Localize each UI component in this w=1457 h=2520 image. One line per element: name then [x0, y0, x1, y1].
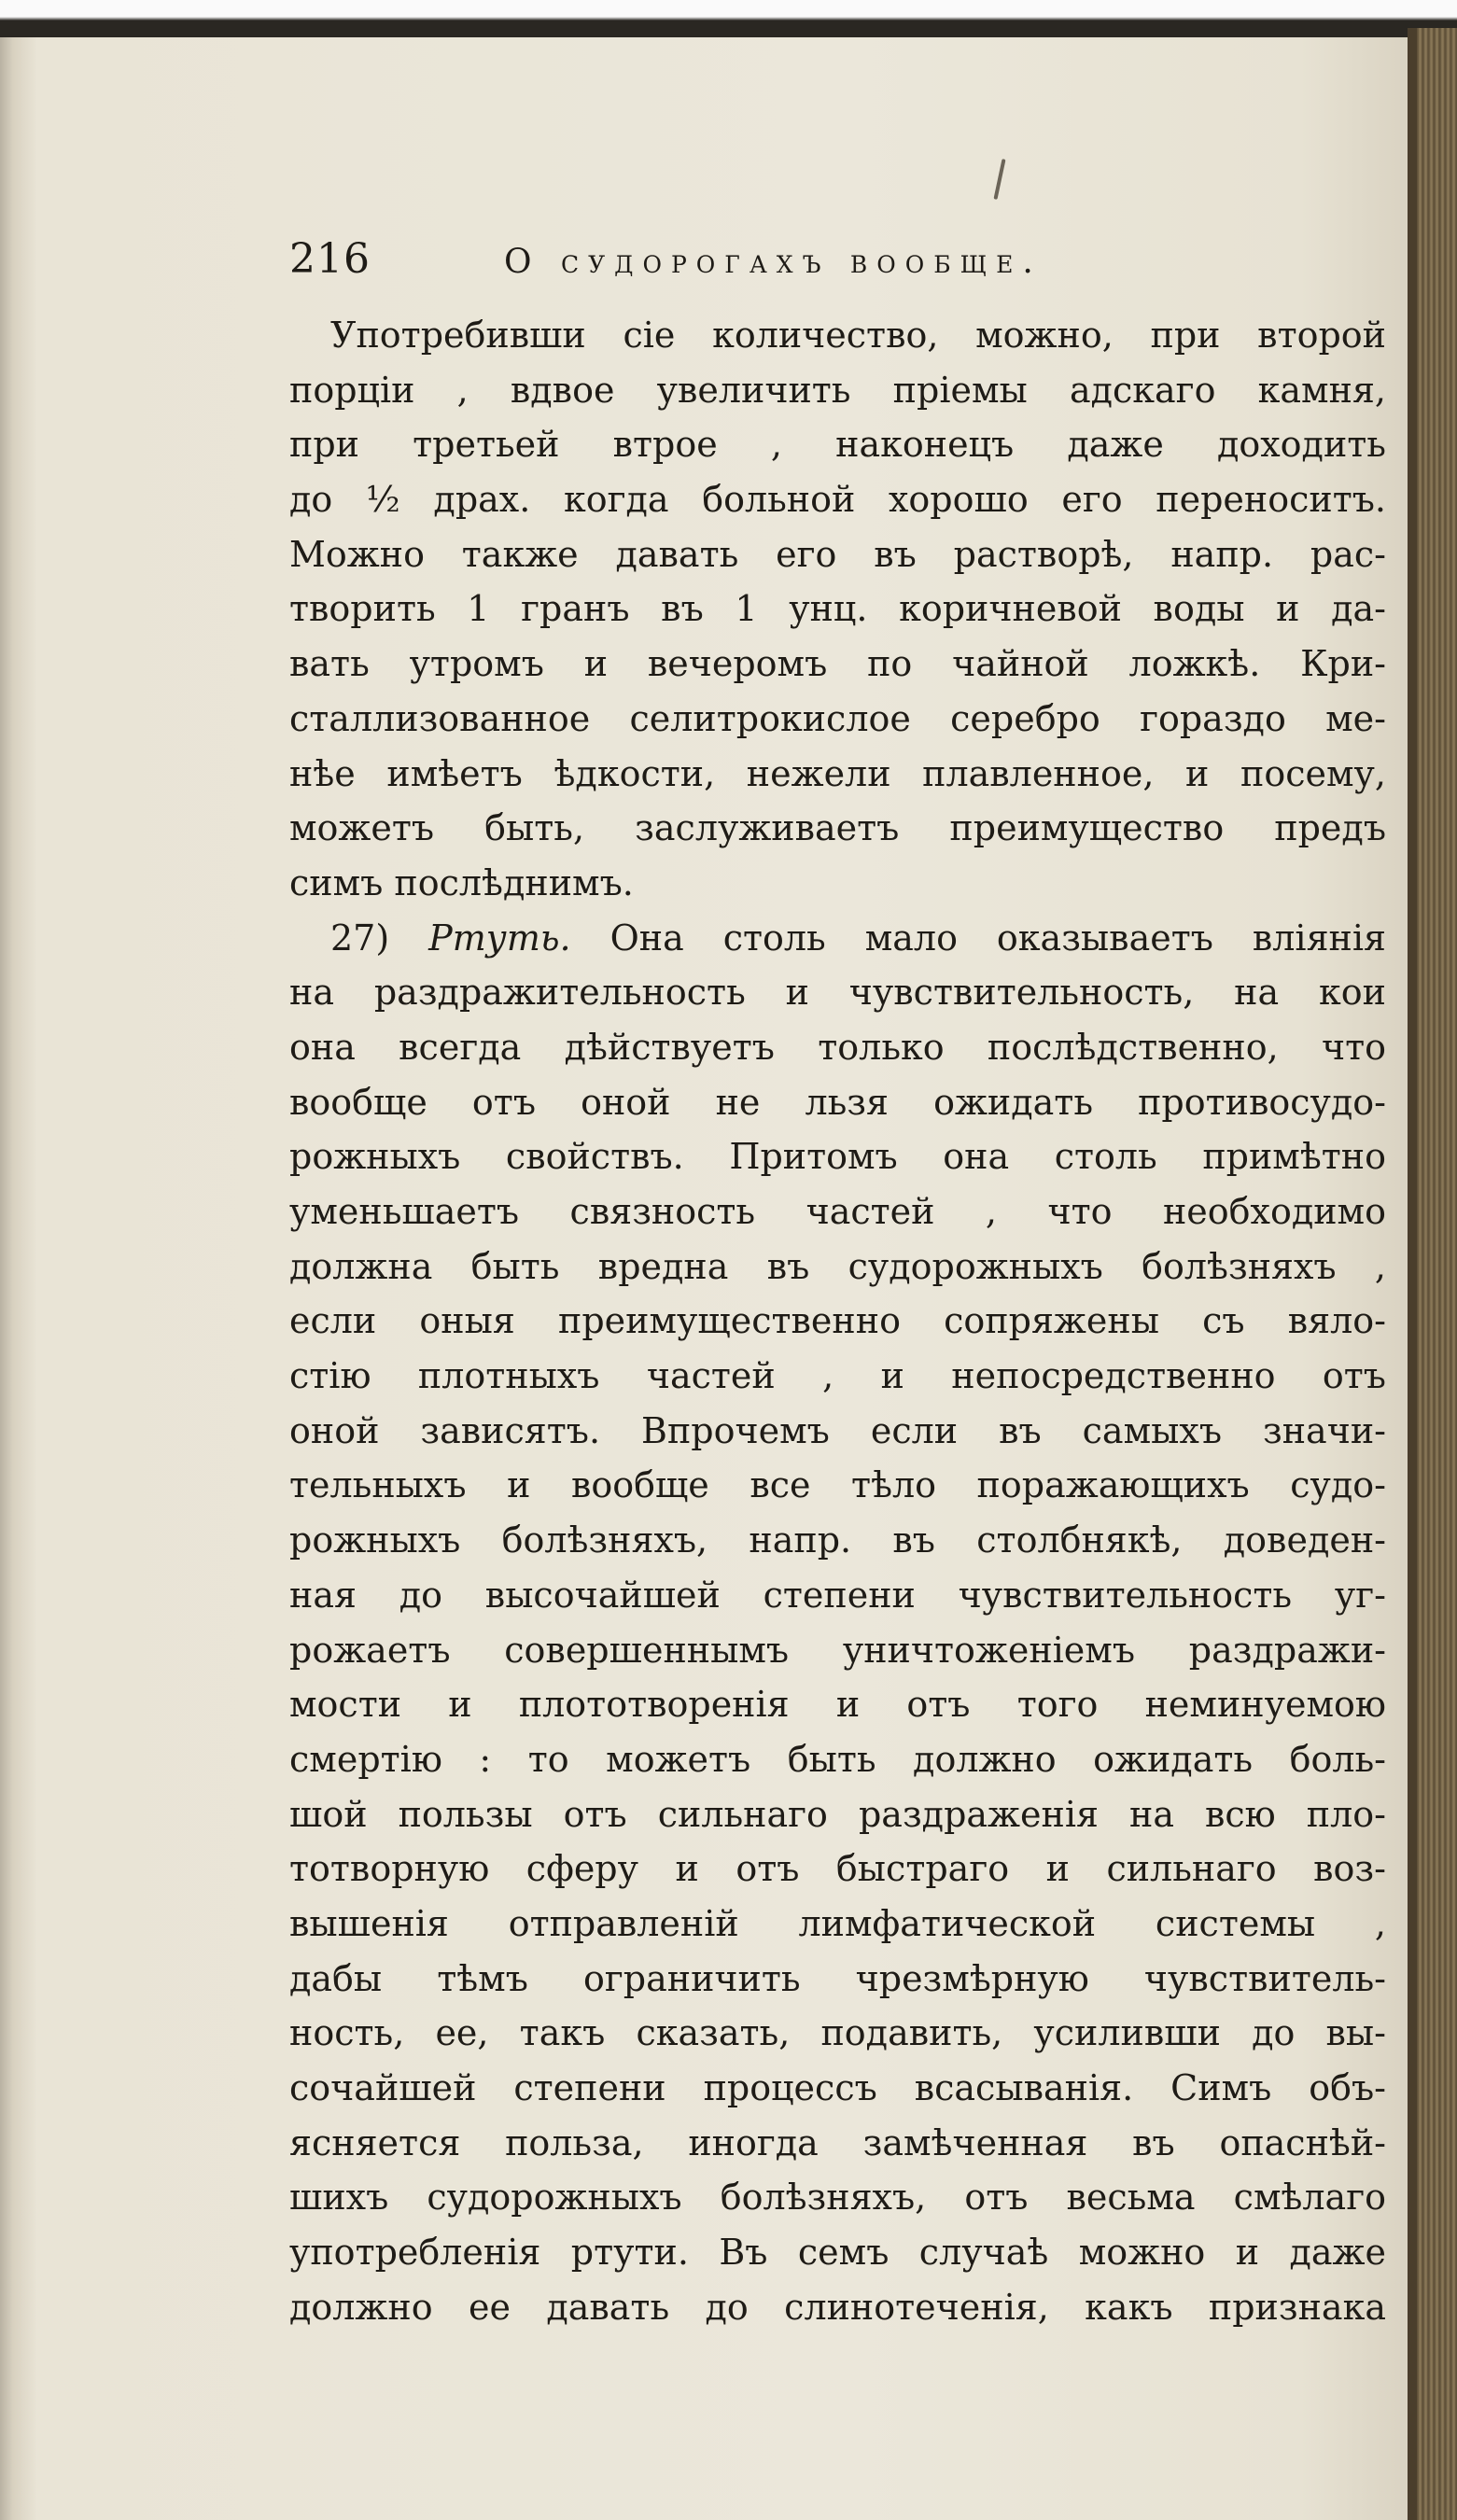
text-line: можетъ быть, заслуживаетъ преимущество предъ — [289, 807, 1386, 849]
text-line: шихъ судорожныхъ болѣзняхъ, отъ весьма смѣлаго — [289, 2177, 1386, 2219]
text-line: рожаетъ совершеннымъ уничтоженіемъ раздражи- — [289, 1629, 1386, 1671]
section-start-line: 27) Ртуть. Она столь мало оказываетъ вліянія — [330, 917, 1386, 959]
text-line: рожныхъ свойствъ. Притомъ она столь примѣтно — [289, 1136, 1386, 1178]
text-line: шой пользы отъ сильнаго раздраженія на всю пло- — [289, 1793, 1386, 1835]
section-number: 27) — [330, 917, 429, 959]
text-line: сталлизованное селитрокислое серебро гораздо ме- — [289, 697, 1386, 739]
text-line: тельныхъ и вообще все тѣло поражающихъ судо- — [289, 1464, 1386, 1506]
text-line: употребленія ртути. Въ семъ случаѣ можно и даже — [289, 2232, 1386, 2274]
page-header — [289, 235, 1167, 291]
text-line: порціи , вдвое увеличить пріемы адскаго камня, — [289, 369, 1386, 411]
text-line: при третьей втрое , наконецъ даже доходить — [289, 424, 1386, 466]
text-line: смертію : то можетъ быть должно ожидать боль- — [289, 1738, 1386, 1780]
text-line: дабы тѣмъ ограничить чрезмѣрную чувствитель- — [289, 1957, 1386, 1999]
text-line: стію плотныхъ частей , и непосредственно отъ — [289, 1355, 1386, 1397]
text-line: Употребивши сіе количество, можно, при второй — [330, 315, 1386, 356]
text-line: уменьшаетъ связность частей , что необходимо — [289, 1191, 1386, 1232]
text-line: нѣе имѣетъ ѣдкости, нежели плавленное, и посему, — [289, 752, 1386, 794]
text-line: рожныхъ болѣзняхъ, напр. въ столбнякѣ, доведен- — [289, 1519, 1386, 1561]
text-line: сочайшей степени процессъ всасыванія. Симъ объ- — [289, 2067, 1386, 2108]
text-line: ность, ее, такъ сказать, подавить, усиливши до вы- — [289, 2012, 1386, 2054]
text-line: симъ послѣднимъ. — [289, 861, 634, 903]
text-line: она всегда дѣйствуетъ только послѣдственно, что — [289, 1026, 1386, 1068]
page-number: 216 — [289, 235, 371, 283]
text-line: должно ее давать до слинотеченія, какъ признака — [289, 2286, 1386, 2328]
text-body — [289, 308, 1386, 2334]
section-keyword: Ртуть. — [428, 917, 571, 959]
text-line: творить 1 гранъ въ 1 унц. коричневой воды и да- — [289, 588, 1386, 630]
text-line: должна быть вредна въ судорожныхъ болѣзняхъ , — [289, 1245, 1386, 1287]
text-line: до ½ драх. когда больной хорошо его переноситъ. — [289, 479, 1386, 521]
text-line: мости и плототворенія и отъ того неминуемою — [289, 1684, 1386, 1726]
page-edge — [1408, 28, 1457, 2520]
text-line: ная до высочайшей степени чувствительность уг- — [289, 1574, 1386, 1616]
text-line: если оныя преимущественно сопряжены съ вяло- — [289, 1300, 1386, 1342]
text-line: Можно также давать его въ растворѣ, напр. рас- — [289, 533, 1386, 575]
text-line: тотворную сферу и отъ быстраго и сильнаго воз- — [289, 1848, 1386, 1890]
text-line: на раздражительность и чувствительность, на кои — [289, 972, 1386, 1014]
text-line: вообще отъ оной не льзя ожидать противосудо- — [289, 1081, 1386, 1123]
text-line: вать утромъ и вечеромъ по чайной ложкѣ. Кри- — [289, 643, 1386, 685]
running-title: О судорогахъ вообще. — [504, 243, 1043, 281]
text-line: ясняется польза, иногда замѣченная въ опаснѣй- — [289, 2121, 1386, 2163]
text-line: оной зависятъ. Впрочемъ если въ самыхъ значи- — [289, 1409, 1386, 1451]
text-line: вышенія отправленій лимфатической системы , — [289, 1902, 1386, 1944]
